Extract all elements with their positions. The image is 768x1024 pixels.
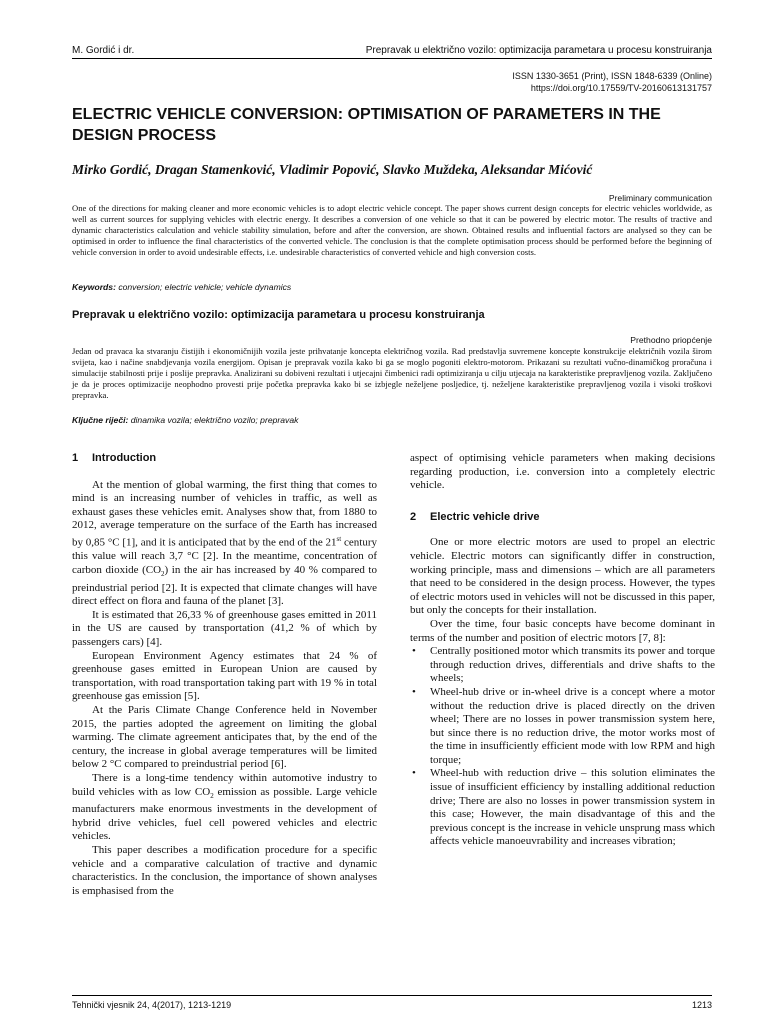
article-type-en: Preliminary communication — [608, 193, 712, 203]
keywords-label: Keywords: — [72, 282, 116, 292]
left-column — [72, 452, 377, 898]
page-number: 1213 — [691, 1000, 712, 1010]
keywords-value: conversion; electric vehicle; vehicle dynamics — [115, 282, 292, 292]
running-header — [72, 40, 712, 59]
list-item: • Centrally positioned motor which transmits its power and torque through reduction drives, differentials and drive shafts to the wheels; — [412, 645, 715, 685]
section-title: Electric vehicle drive — [430, 510, 540, 523]
paragraph: This paper describes a modification procedure for a specific vehicle and a comparative calculation of tractive and dynamic characteristics. In the conclusion, the importance of shown analyses is emphasised from the — [72, 844, 377, 897]
section-number: 1 — [72, 452, 79, 464]
paragraph: It is estimated that 26,33 % of greenhouse gases emitted in 2011 in the US are caused by transportation (41,2 % of which by passengers cars) [4]. — [72, 608, 377, 648]
running-footer — [72, 995, 712, 1010]
header-title: Prepravak u električno vozilo: optimizacija parametara u procesu konstruiranja — [365, 45, 712, 56]
list-item: • Wheel-hub drive or in-wheel drive is a concept where a motor without the reduction drive is placed directly on the driven wheel; There are no losses in power transmission system here, but since there is no reduction drive, the motor works most of the time in insufficiently efficient mode with low RPM and high torque; — [412, 685, 715, 766]
section-title: Introduction — [92, 452, 157, 464]
article-type-hr: Prethodno priopćenje — [630, 335, 712, 345]
author-list: Mirko Gordić, Dragan Stamenković, Vladimir Popović, Slavko Muždeka, Aleksandar Mićović — [72, 162, 593, 177]
issn-line: ISSN 1330-3651 (Print), ISSN 1848-6339 (Online) — [512, 71, 712, 81]
paragraph: There is a long-time tendency within automotive industry to build vehicles with as low $CO_2$ emission as possible. Large vehicle manufacturers make enormous investments in the development of hybrid drive vehicles, fuel cell powered vehicles and electric vehicles. — [72, 771, 377, 843]
concept-list — [410, 645, 715, 849]
abstract-en: One of the directions for making cleaner and more economic vehicles is to adopt electric vehicle concept. The paper shows current design concepts for electric vehicles worldwide, as well as current sources for supplying vehicles with electric energy. It describes a conversion of one vehicle so that it can be powered by electric motor. The results of tractive and dynamic characteristics calculation and vehicle stability simulation, before and after the conversion, are shown. Obtained results and influential factors are analysed so they can be optimised in order to influence the final characteristics of the converted vehicle. The conclusion is that the complete optimisation process should be performed before the beginning of vehicle conversion in order to avoid undesirable effects, i.e. undesirable characteristics of converted vehicle and high conversion costs. — [72, 203, 712, 257]
paragraph: Over the time, four basic concepts have become dominant in terms of the number and position of electric motors [7, 8]: — [410, 617, 715, 644]
section-number: 2 — [410, 510, 417, 523]
paragraph: At the Paris Climate Change Conference held in November 2015, the parties adopted the agreement on limiting the global warming. The climate agreement anticipates that, by the end of the century, the increase in global average temperatures will be limited below 2 °C compared to preindustrial period [6]. — [72, 703, 377, 771]
keywords-label-hr: Ključne riječi: — [72, 415, 129, 425]
paragraph: At the mention of global warming, the first thing that comes to mind is an increasing number of vehicles in traffic, as well as exhaust gases these vehicles emit. Analyses show that, from 1880 to 2012, average temperature on the surface of the Earth has increased by 0,85 °C [1], and it is anticipated that by the end of the 21st century this value will reach 3,7 °C [2]. In the meantime, concentration of carbon dioxide $(CO_2)$ in the air has increased by 40 % compared to preindustrial period [2]. It is expected that climate changes will have direct effect on flora and fauna of the planet [3]. — [72, 478, 377, 608]
section-heading-introduction — [72, 452, 377, 466]
right-column — [410, 452, 715, 849]
paper-title: ELECTRIC VEHICLE CONVERSION: OPTIMISATION OF PARAMETERS IN THE DESIGN PROCESS — [72, 106, 661, 144]
paragraph: European Environment Agency estimates that 24 % of greenhouse gases emitted in European Union are caused by transportation, with road transportation taking part with 19 % in total greenhouse gas emission [5]. — [72, 649, 377, 703]
section-heading-electric-vehicle-drive — [410, 511, 715, 525]
croatian-title: Prepravak u električno vozilo: optimizacija parametara u procesu konstruiranja — [72, 309, 485, 321]
list-item: • Wheel-hub with reduction drive – this solution eliminates the issue of insufficient efficiency by installing additional reduction drive; There are also no losses in power transmission system in this case; However, the main disadvantage of this and the previous concept is the increase in vehicle unsprung mass which affects vehicle manoeuvrability and increases vibration; — [412, 767, 715, 848]
journal-citation: Tehnički vjesnik 24, 4(2017), 1213-1219 — [72, 1000, 232, 1010]
paragraph: aspect of optimising vehicle parameters when making decisions regarding production, i.e. conversion into a completely electric vehicle. — [410, 452, 715, 492]
keywords-hr — [72, 415, 712, 425]
keywords-en — [72, 282, 712, 292]
header-authors: M. Gordić i dr. — [72, 45, 135, 56]
keywords-value-hr: dinamika vozila; električno vozilo; prepravak — [128, 415, 299, 425]
paragraph: One or more electric motors are used to propel an electric vehicle. Electric motors can significantly differ in construction, working principle, mass and dimensions – which are all parameters that need to be considered in the design process. However, the types of electric motors used in vehicles will not be discussed in this paper, but only the concepts for their installation. — [410, 536, 715, 617]
issn-block — [512, 70, 712, 94]
abstract-hr: Jedan od pravaca ka stvaranju čistijih i ekonomičnijih vozila jeste prihvatanje koncepta električnog vozila. Rad predstavlja suvremene koncepte konstrukcije električnih vozila širom svijeta, kao i načine snabdjevanja vozila energijom. Opisan je prepravak vozila kako bi ga se moglo pogoniti elektro-motorom. Prikazani su rezultati vučno-dinamičkog proračuna i simulacije stabilnosti prije i poslije prepravka. Analizirani su dobiveni rezultati i utjecajni čimbenici radi optimiziranja u cilju utjecaja na karakteristike prepravljenog vozila. Zaključeno je da je proces optimizacije neophodno provesti prije početka prepravka kako bi se izbjegle neželjene posljedice, tj. neželjene karakteristike prepravljenog vozila i visoki troškovi prepravka. — [72, 346, 712, 400]
doi-link[interactable]: https://doi.org/10.17559/TV-20160613131757 — [530, 83, 712, 93]
